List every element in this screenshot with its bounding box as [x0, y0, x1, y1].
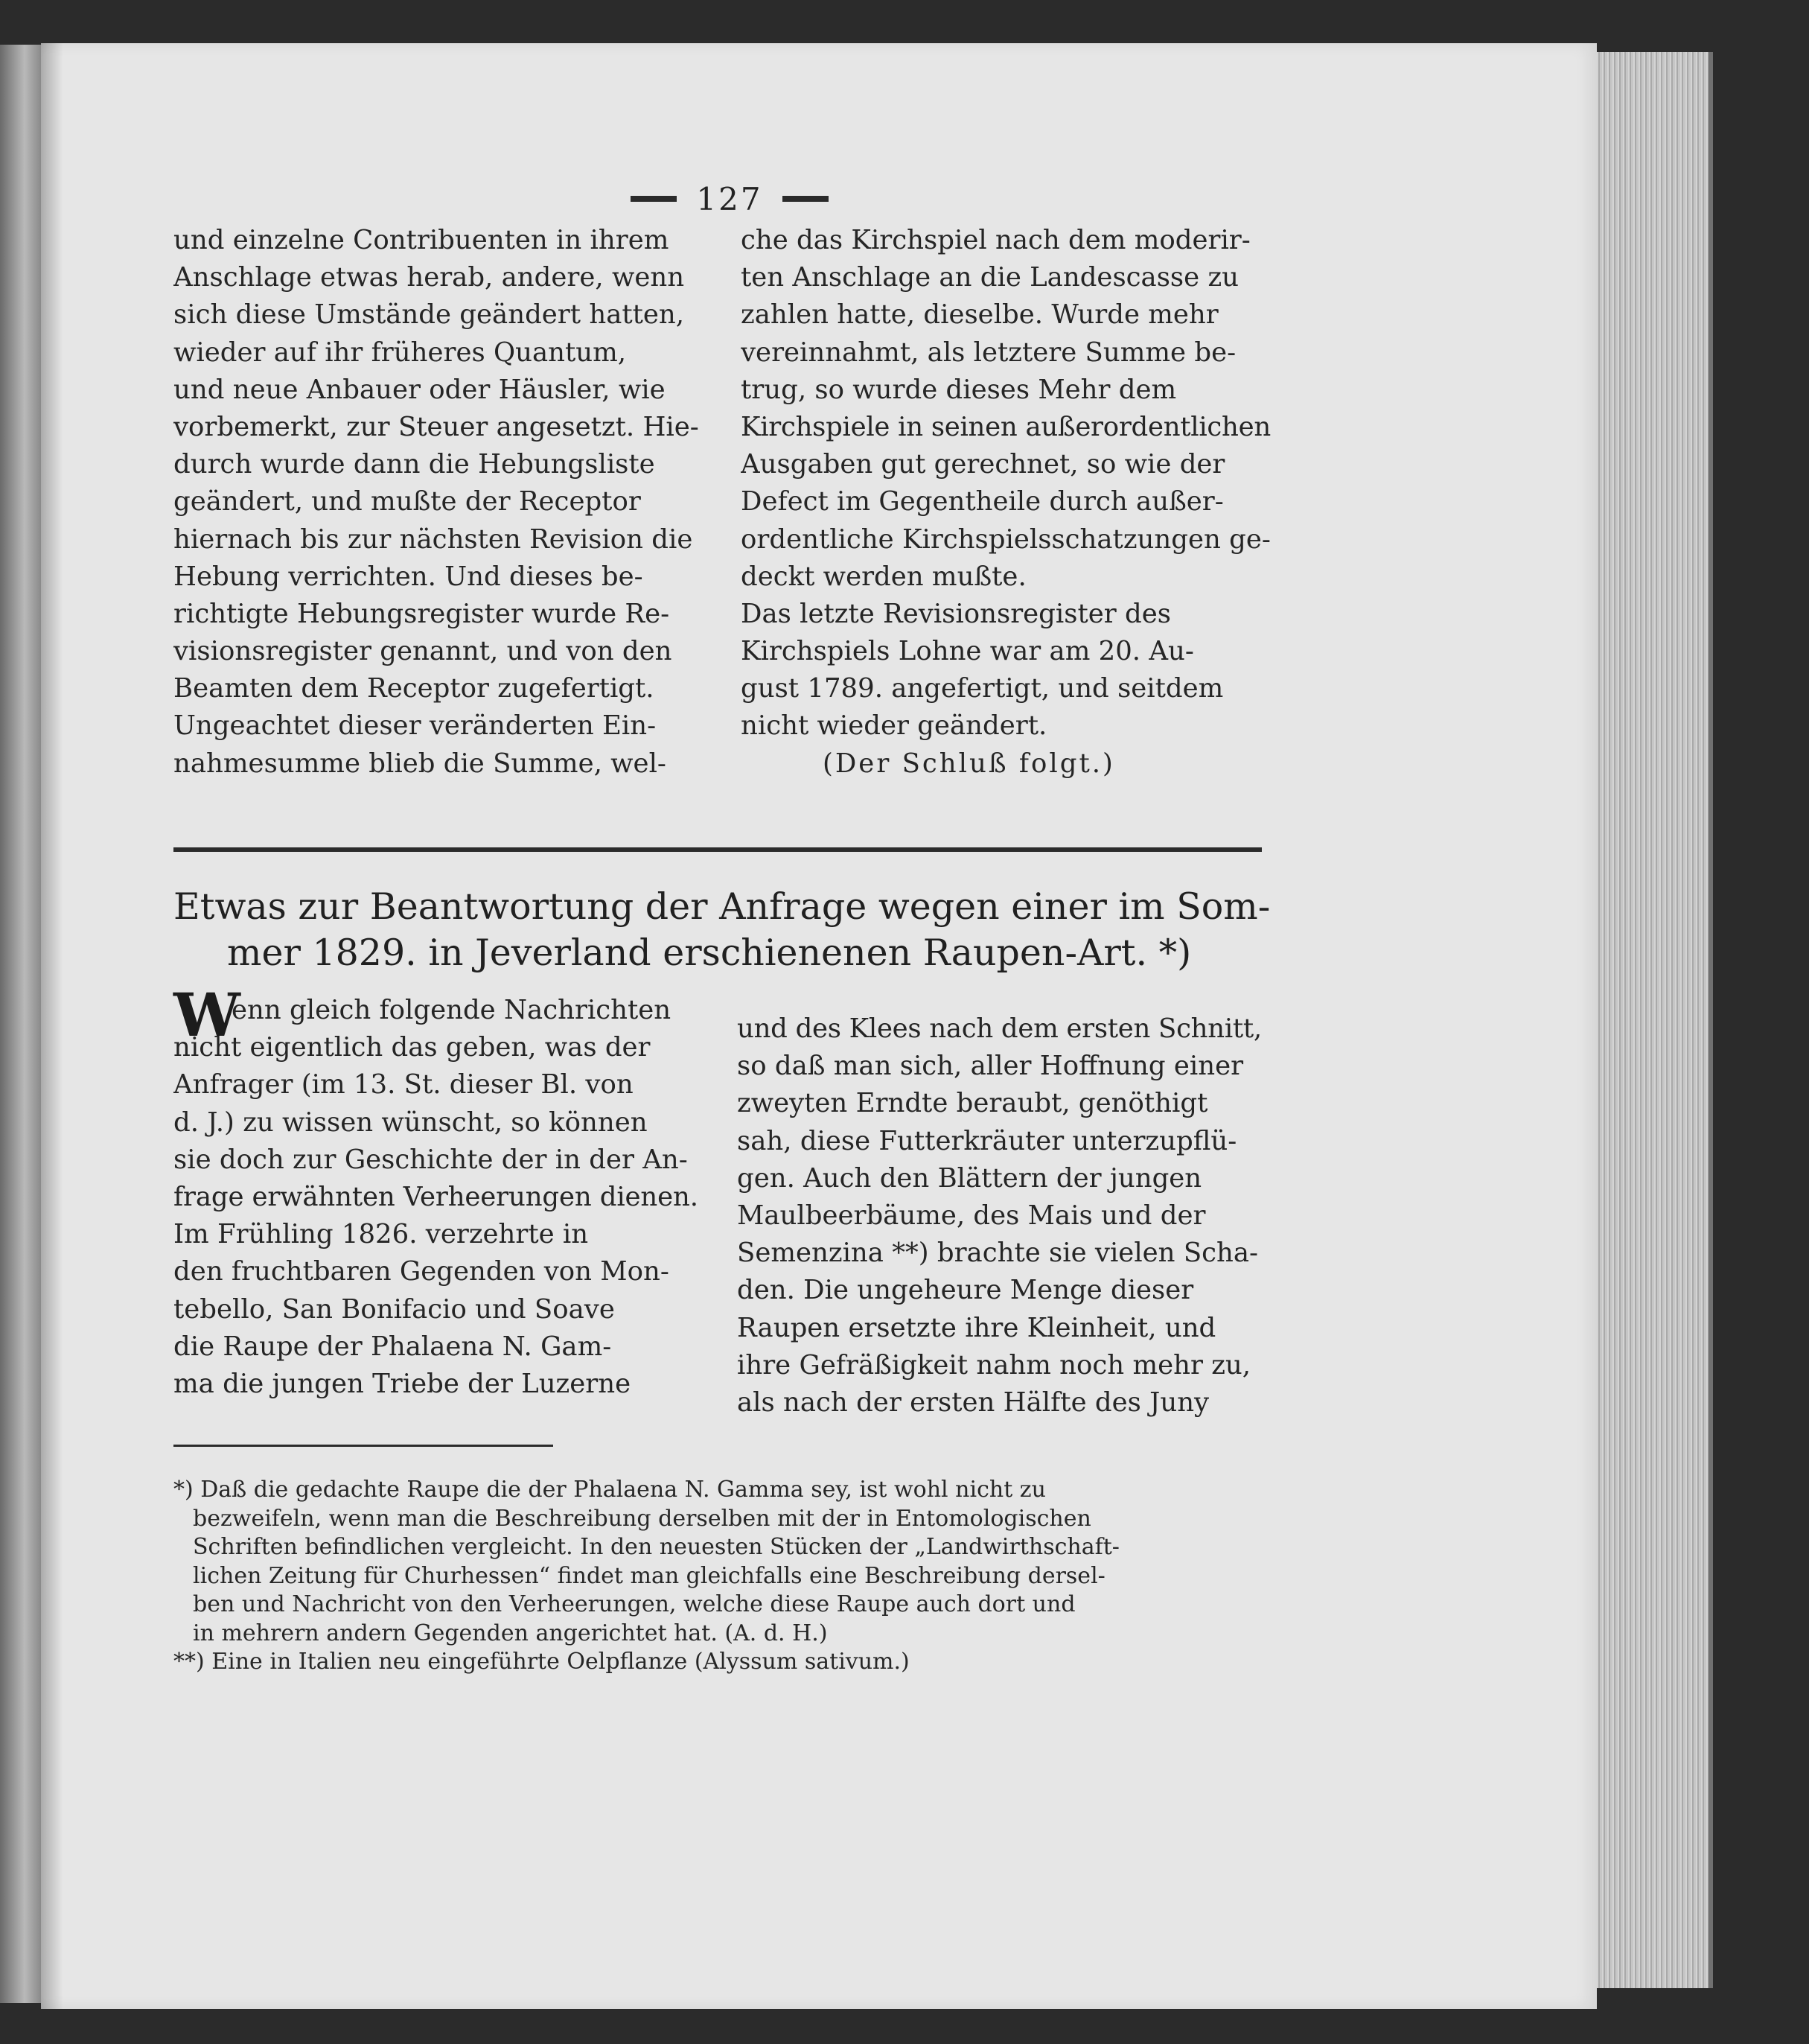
text-line: Hebung verrichten. Und dieses be- — [173, 561, 643, 592]
text-line: Beamten dem Receptor zugefertigt. — [173, 673, 654, 704]
text-line: ihre Gefräßigkeit nahm noch mehr zu, — [737, 1349, 1251, 1381]
header-dash-left — [631, 196, 677, 202]
text-line: gen. Auch den Blättern der jungen — [737, 1162, 1202, 1194]
text-line: sie doch zur Geschichte der in der An- — [173, 1144, 688, 1175]
text-line: die Raupe der Phalaena N. Gam- — [173, 1331, 612, 1362]
drop-cap: W — [173, 980, 240, 1050]
text-line: sah, diese Futterkräuter unterzupflü- — [737, 1125, 1237, 1156]
text-line: nicht wieder geändert. — [741, 710, 1047, 742]
top-right-column — [741, 222, 1271, 783]
text-line: Semenzina **) brachte sie vielen Scha- — [737, 1238, 1259, 1269]
text-line: ordentliche Kirchspielsschatzungen ge- — [741, 523, 1271, 555]
page-number: 127 — [696, 180, 763, 217]
text-line: Raupen ersetzte ihre Kleinheit, und — [737, 1312, 1216, 1343]
article-left-column — [173, 992, 698, 1403]
text-line: Defect im Gegentheile durch außer- — [741, 486, 1224, 518]
article-right-column — [737, 1010, 1262, 1421]
text-line: nicht eigentlich das geben, was der — [173, 1032, 651, 1063]
title-line: Etwas zur Beantwortung der Anfrage wegen einer im Som- — [173, 885, 1271, 928]
article-title — [173, 885, 1271, 977]
text-line: Maulbeerbäume, des Mais und der — [737, 1200, 1206, 1231]
footnote-rule — [173, 1445, 553, 1447]
text-line: als nach der ersten Hälfte des Juny — [737, 1386, 1210, 1418]
text-line: so daß man sich, aller Hoffnung einer — [737, 1051, 1244, 1082]
text-line: zweyten Erndte beraubt, genöthigt — [737, 1088, 1208, 1119]
text-line: den fruchtbaren Gegenden von Mon- — [173, 1256, 669, 1287]
text-line: Anschlage etwas herab, andere, wenn — [173, 262, 685, 293]
text-line: hiernach bis zur nächsten Revision die — [173, 523, 693, 555]
text-line: d. J.) zu wissen wünscht, so können — [173, 1107, 648, 1138]
page-block-edge — [1597, 52, 1713, 1988]
title-line: mer 1829. in Jeverland erschienenen Raupen-Art. *) — [227, 932, 1192, 974]
text-line: den. Die ungeheure Menge dieser — [737, 1275, 1194, 1306]
text-line: Im Frühling 1826. verzehrte in — [173, 1219, 589, 1250]
text-line: Kirchspiels Lohne war am 20. Au- — [741, 636, 1194, 667]
gutter-shadow — [41, 43, 63, 2009]
facing-page-edge — [0, 45, 41, 2003]
text-line: trug, so wurde dieses Mehr dem — [741, 374, 1177, 405]
text-line: vereinnahmt, als letztere Summe be- — [741, 337, 1237, 368]
footnote-line: Schriften befindlichen vergleicht. In den neuesten Stücken der „Landwirthschaft- — [193, 1534, 1120, 1560]
text-line: gust 1789. angefertigt, und seitdem — [741, 673, 1224, 704]
continuation-notice: (Der Schluß folgt.) — [823, 748, 1115, 779]
text-line: enn gleich folgende Nachrichten — [232, 995, 671, 1025]
footnote-line: bezweifeln, wenn man die Beschreibung derselben mit der in Entomologischen — [193, 1505, 1091, 1532]
page-header — [618, 173, 841, 225]
text-line: sich diese Umstände geändert hatten, — [173, 299, 685, 331]
footnotes — [173, 1476, 1268, 1677]
text-line: geändert, und mußte der Receptor — [173, 486, 641, 518]
text-line: ten Anschlage an die Landescasse zu — [741, 262, 1240, 293]
footnote-start-line: **) Eine in Italien neu eingeführte Oelpflanze (Alyssum sativum.) — [173, 1649, 910, 1675]
footnote-start-line: *) Daß die gedachte Raupe die der Phalaena N. Gamma sey, ist wohl nicht zu — [173, 1477, 1046, 1503]
text-line: vorbemerkt, zur Steuer angesetzt. Hie- — [173, 411, 699, 442]
text-line: und neue Anbauer oder Häusler, wie — [173, 374, 666, 405]
text-line: che das Kirchspiel nach dem moderir- — [741, 225, 1251, 255]
text-line: durch wurde dann die Hebungsliste — [173, 449, 655, 480]
text-line: Kirchspiele in seinen außerordentlichen — [741, 411, 1271, 442]
text-line: Anfrager (im 13. St. dieser Bl. von — [173, 1069, 634, 1101]
text-line: visionsregister genannt, und von den — [173, 636, 672, 667]
top-left-column — [173, 222, 708, 783]
text-line: deckt werden mußte. — [741, 561, 1027, 592]
text-line: Ungeachtet dieser veränderten Ein- — [173, 710, 657, 742]
text-line: tebello, San Bonifacio und Soave — [173, 1293, 615, 1325]
text-line: zahlen hatte, dieselbe. Wurde mehr — [741, 299, 1219, 331]
text-line: und des Klees nach dem ersten Schnitt, — [737, 1013, 1262, 1044]
footnote-line: lichen Zeitung für Churhessen“ findet man gleichfalls eine Beschreibung dersel- — [193, 1562, 1106, 1589]
text-line: richtigte Hebungsregister wurde Re- — [173, 598, 670, 629]
text-line: Ausgaben gut gerechnet, so wie der — [741, 449, 1225, 480]
text-line: ma die jungen Triebe der Luzerne — [173, 1368, 631, 1399]
footnote-line: in mehrern andern Gegenden angerichtet hat. (A. d. H.) — [193, 1620, 828, 1646]
footnote-line: ben und Nachricht von den Verheerungen, welche diese Raupe auch dort und — [193, 1591, 1076, 1617]
section-divider-rule — [173, 847, 1262, 852]
text-line: nahmesumme blieb die Summe, wel- — [173, 748, 666, 779]
text-line: Das letzte Revisionsregister des — [741, 598, 1171, 629]
text-line: wieder auf ihr früheres Quantum, — [173, 337, 627, 368]
text-line: frage erwähnten Verheerungen dienen. — [173, 1181, 698, 1212]
header-dash-right — [782, 196, 829, 202]
text-line: und einzelne Contribuenten in ihrem — [173, 225, 669, 255]
